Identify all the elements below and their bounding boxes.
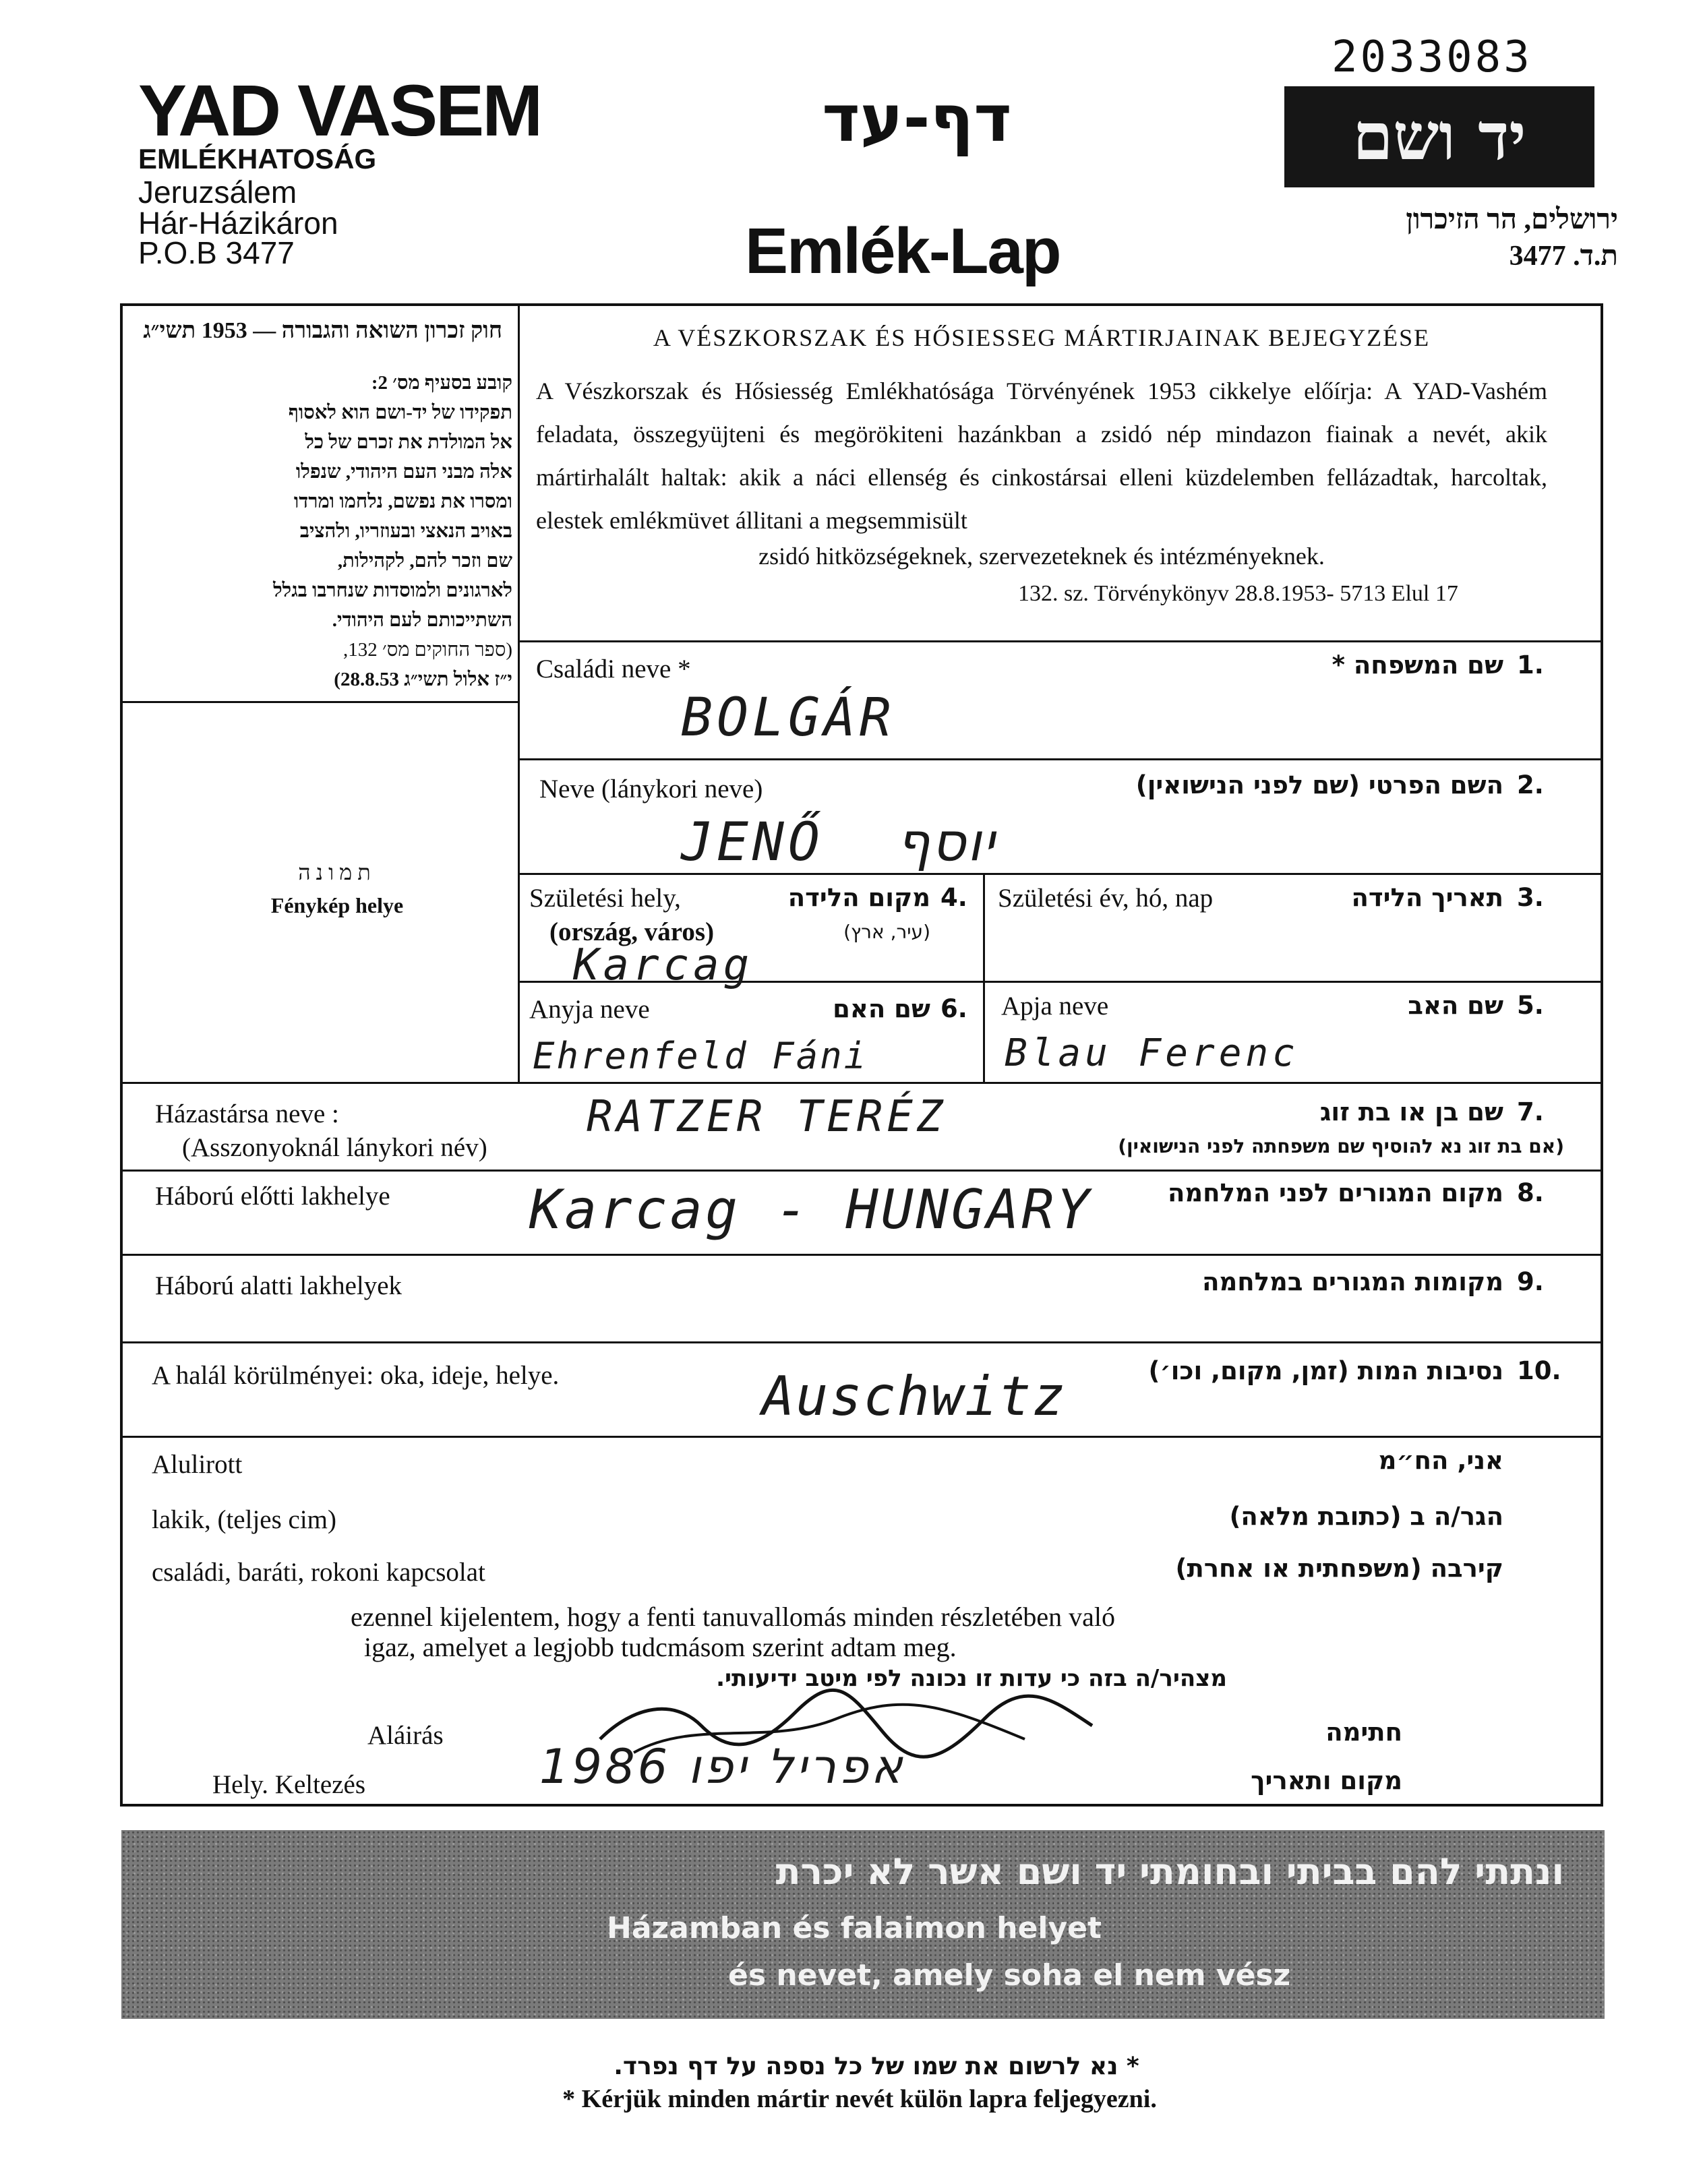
signature-label: Aláirás (367, 1721, 444, 1750)
law-box-bottom (120, 701, 519, 703)
address-label-he: הגר/ה ב (כתובת מלאה) (1229, 1502, 1503, 1531)
law-date: י״ז אלול תשי״ג 28.8.53) (334, 669, 512, 690)
frame-left (120, 303, 123, 1807)
birthplace-sublabel-he: (עיר, ארץ) (843, 921, 930, 943)
declarant-label: Alulirott (152, 1450, 243, 1479)
field-number: 2. (1517, 770, 1544, 799)
org-pob: P.O.B 3477 (138, 235, 295, 270)
org-name: YAD VASEM (138, 69, 541, 151)
quote-banner (121, 1830, 1605, 2019)
hebrew-address-line2: ת.ד. 3477 (1509, 241, 1618, 272)
law-section: קובע בסעיף מס׳ 2: (371, 372, 512, 394)
field-number: 8. (1517, 1178, 1544, 1207)
law-line: השתייכותם לעם היהודי. (332, 609, 512, 631)
field-number: 5. (1517, 991, 1544, 1020)
field-number: 3. (1517, 883, 1544, 912)
wartime-residence-label: Háború alatti lakhelyek (155, 1271, 402, 1300)
row2-top (518, 758, 1602, 760)
frame-bottom (120, 1804, 1603, 1807)
birthdate-label: Születési év, hó, nap (998, 884, 1214, 913)
spouse-name-value[interactable]: RATZER TERÉZ (587, 1092, 947, 1142)
law-line: שם וזכר להם, לקהילות, (337, 550, 512, 572)
row6-top (120, 1170, 1603, 1172)
footer-note: * Kérjük minden mártir nevét külön lapra feljegyezni. (562, 2085, 1157, 2113)
relationship-label-he: קירבה (משפחתית או אחרת) (1175, 1554, 1503, 1583)
intro-reference: 132. sz. Törvénykönyv 28.8.1953- 5713 Elul 17 (1018, 581, 1458, 606)
death-place-value[interactable]: Auschwitz (762, 1365, 1067, 1428)
wartime-residence-label-he: מקומות המגורים במלחמה (1202, 1267, 1503, 1296)
intro-heading: A VÉSZKORSZAK ÉS HŐSIESSEG MÁRTIRJAINAK BEJEGYZÉSE (653, 324, 1431, 351)
frame-top (120, 303, 1603, 306)
row9-top (120, 1436, 1603, 1438)
org-place: Hár-Házikáron (138, 206, 338, 241)
mother-name-label-he: שם האם (833, 994, 930, 1023)
field-number: 7. (1517, 1097, 1544, 1126)
first-name-value[interactable]: JENŐ (681, 812, 824, 873)
mother-name-value[interactable]: Ehrenfeld Fáni (533, 1035, 868, 1077)
birthdate-label-he: תאריך הלידה (1351, 883, 1503, 912)
prewar-residence-label: Háború előtti lakhelye (155, 1182, 390, 1211)
intro-last-line: zsidó hitközségeknek, szervezeteknek és intézményeknek. (758, 543, 1325, 570)
field-number: 4. (940, 883, 967, 912)
relationship-label: családi, baráti, rokoni kapcsolat (152, 1558, 485, 1587)
intro-body: A Vészkorszak és Hősiesség Emlékhatósága Törvényének 1953 cikkelye előírja: A YAD-Vashém feladata, összegyüjteni és megörökiteni hazánkban a zsidó nép mindazon fiainak a nevét, akik mártirhalált haltak: akik a náci ellenség és cinkostársai elleni küzdelemben fellázadtak, harcoltak, elestek emlékmüvet állitani a megsemmisült (536, 377, 1547, 534)
law-line: אל המולדת את זכרם של כל (305, 431, 512, 453)
banner-quote-line2: Házamban és falaimon helyet (607, 1911, 1102, 1945)
left-column-divider (518, 303, 520, 1082)
field-number: 6. (940, 994, 967, 1023)
prewar-residence-label-he: מקום המגורים לפני המלחמה (1167, 1178, 1503, 1207)
death-circumstances-label-he: נסיבות המות (זמן, מקום, וכו׳) (1148, 1356, 1503, 1385)
prewar-residence-value[interactable]: Karcag - HUNGARY (529, 1178, 1092, 1241)
law-line: באויב הנאצי ובעוזריו, ולהציב (299, 520, 512, 542)
hebrew-address-line1: ירושלים, הר הזיכרון (1406, 204, 1618, 235)
banner-quote-he: ונתתי להם בביתי ובחומתי יד ושם אשר לא יכרת (775, 1850, 1564, 1893)
place-date-label: Hely. Keltezés (212, 1770, 366, 1799)
yad-vashem-logo: יד ושם (1284, 86, 1594, 187)
row34-divider (983, 873, 985, 1082)
org-subtitle: EMLÉKHATOSÁG (138, 143, 377, 175)
death-circumstances-label: A halál körülményei: oka, ideje, helye. (152, 1361, 560, 1390)
photo-label-hebrew: תמונה (298, 860, 376, 884)
field-number: 9. (1517, 1267, 1544, 1296)
first-name-label-he: השם הפרטי (שם לפני הנישואין) (1135, 770, 1503, 799)
father-name-label-he: שם האב (1408, 991, 1503, 1020)
address-label: lakik, (teljes cim) (152, 1505, 336, 1534)
family-name-label: Családi neve * (536, 655, 691, 684)
row5-top (120, 1082, 1603, 1084)
birthplace-sublabel: (ország, város) (549, 917, 715, 946)
law-line: לארגונים ולמוסדות שנחרבו בגלל (273, 580, 512, 601)
row3-top (518, 873, 1602, 875)
hebrew-form-title: דף-עד (822, 81, 1012, 156)
birthplace-label-he: מקום הלידה (787, 883, 930, 912)
row1-top (518, 640, 1602, 642)
birthplace-label: Születési hely, (529, 884, 681, 913)
banner-quote-line3: és nevet, amely soha el nem vész (728, 1958, 1291, 1993)
family-name-value[interactable]: BOLGÁR (681, 688, 895, 748)
spouse-name-sublabel: (Asszonyoknál lánykori név) (182, 1133, 487, 1162)
law-line: תפקידו של יד-ושם הוא לאסוף (288, 402, 512, 423)
footer-note-he: * נא לרשום את שמו של כל נספה על דף נפרד. (614, 2053, 1139, 2080)
mother-name-label: Anyja neve (529, 995, 650, 1024)
form-title: Emlék-Lap (745, 215, 1060, 287)
field-number: 1. (1517, 650, 1544, 679)
signature-label-he: חתימה (1325, 1718, 1402, 1747)
declaration-text-1: ezennel kijelentem, hogy a fenti tanuvallomás minden részletében való (351, 1602, 1116, 1632)
org-city: Jeruzsálem (138, 175, 297, 210)
spouse-name-label-he: שם בן או בת זוג (1319, 1097, 1503, 1126)
birthplace-value[interactable]: Karcag (573, 940, 754, 990)
first-name-label: Neve (lánykori neve) (539, 775, 763, 803)
spouse-name-sublabel-he: (אם בת זוג נא להוסיף שם משפחתה לפני הנישואין) (1118, 1135, 1564, 1157)
law-line: ומסרו את נפשם, נלחמו ומרדו (293, 491, 512, 512)
declarant-label-he: אני, הח״מ (1378, 1446, 1503, 1475)
family-name-label-he: שם המשפחה * (1332, 650, 1503, 679)
declaration-text-2: igaz, amelyet a legjobb tudcmásom szerint adtam meg. (364, 1632, 957, 1662)
photo-label: Fénykép helye (270, 893, 404, 917)
father-name-label: Apja neve (1001, 992, 1109, 1021)
frame-right (1601, 303, 1603, 1807)
law-source: (ספר החוקים מס׳ 132, (343, 639, 512, 661)
law-line: אלה מבני העם היהודי, שנפלו (295, 461, 512, 483)
row7-top (120, 1254, 1603, 1256)
field-number: 10. (1517, 1356, 1561, 1385)
spouse-name-label: Házastársa neve : (155, 1099, 339, 1128)
row8-top (120, 1341, 1603, 1343)
law-heading: חוק זכרון השואה והגבורה — 1953 תשי״ג (143, 318, 502, 343)
document-number: 2033083 (1332, 32, 1532, 82)
place-date-label-he: מקום ותאריך (1251, 1766, 1402, 1795)
declaration-text-he: מצהיר/ה בזה כי עדות זו נכונה לפי מיטב ידיעותי. (716, 1665, 1227, 1692)
place-date-value[interactable]: 1986 אפריל יפו (539, 1739, 905, 1794)
first-name-value-he[interactable]: יוסף (897, 812, 996, 873)
father-name-value[interactable]: Blau Ferenc (1005, 1031, 1299, 1075)
